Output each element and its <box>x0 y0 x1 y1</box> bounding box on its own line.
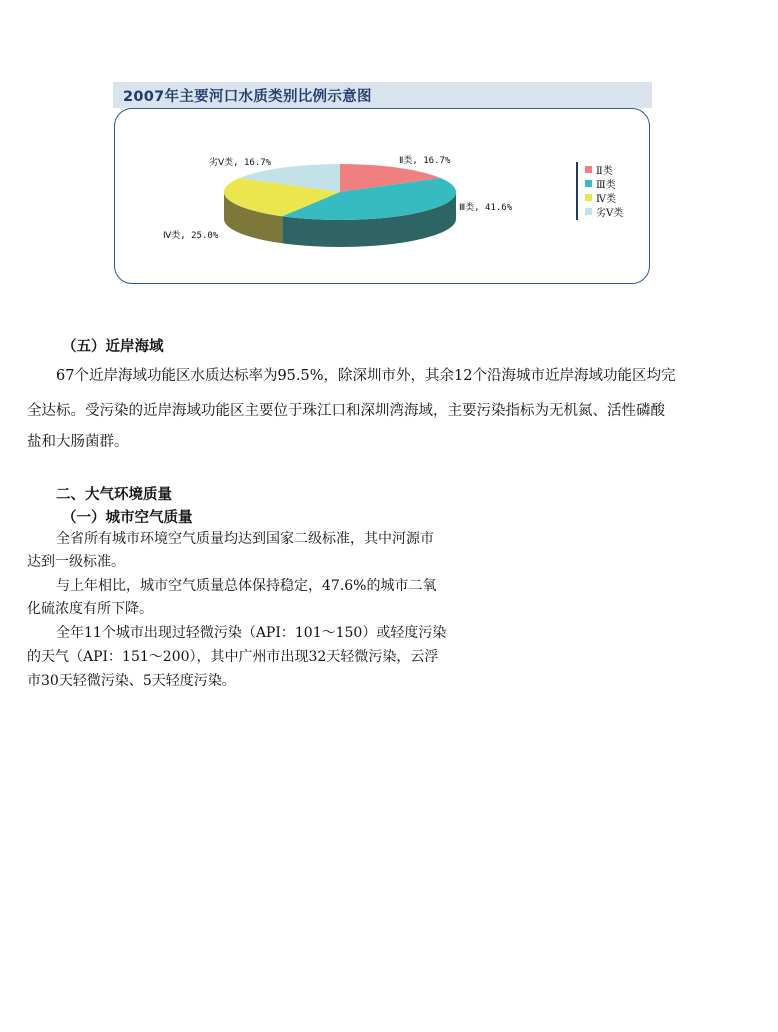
legend-swatch-icon <box>585 180 592 187</box>
pie-plot <box>113 82 652 286</box>
paragraph-line: 67个近岸海域功能区水质达标率为95.5%，除深圳市外，其余12个沿海城市近岸海域功能区均完 <box>56 368 676 384</box>
legend-label: Ⅱ类 <box>596 165 613 177</box>
chart-title: 2007年主要河口水质类别比例示意图 <box>123 89 372 105</box>
pie-data-label: Ⅲ类, 41.6% <box>459 203 513 213</box>
paragraph-line: 化硫浓度有所下降。 <box>27 601 153 617</box>
legend-label: Ⅳ类 <box>596 193 616 205</box>
chart-legend <box>576 162 645 220</box>
paragraph-line: 与上年相比，城市空气质量总体保持稳定，47.6%的城市二氧 <box>56 578 437 594</box>
pie-data-label: 劣Ⅴ类, 16.7% <box>209 158 272 168</box>
legend-item <box>585 162 645 176</box>
paragraph-line: 全省所有城市环境空气质量均达到国家二级标准，其中河源市 <box>56 531 434 547</box>
legend-item <box>585 204 645 218</box>
legend-item <box>585 176 645 190</box>
legend-label: Ⅲ类 <box>596 179 616 191</box>
legend-swatch-icon <box>585 208 592 215</box>
legend-item <box>585 190 645 204</box>
pie-chart <box>113 82 652 286</box>
paragraph-line: 市30天轻微污染、5天轻度污染。 <box>27 673 236 689</box>
pie-data-label: Ⅱ类, 16.7% <box>399 156 451 166</box>
subsection-heading-city-air: （一）城市空气质量 <box>62 510 193 526</box>
paragraph-line: 的天气（API：151～200），其中广州市出现32天轻微污染，云浮 <box>27 649 439 665</box>
legend-swatch-icon <box>585 194 592 201</box>
section-heading-air: 二、大气环境质量 <box>56 487 172 503</box>
paragraph-line: 盐和大肠菌群。 <box>27 434 129 450</box>
section-heading-coastal: （五）近岸海域 <box>62 339 164 355</box>
pie-data-label: Ⅳ类, 25.0% <box>163 231 219 241</box>
paragraph-line: 全达标。受污染的近岸海域功能区主要位于珠江口和深圳湾海域，主要污染指标为无机氮、活性磷酸 <box>27 403 665 419</box>
legend-label: 劣Ⅴ类 <box>596 207 624 219</box>
legend-swatch-icon <box>585 166 592 173</box>
paragraph-line: 全年11个城市出现过轻微污染（API：101～150）或轻度污染 <box>56 625 447 641</box>
paragraph-line: 达到一级标准。 <box>27 554 125 570</box>
